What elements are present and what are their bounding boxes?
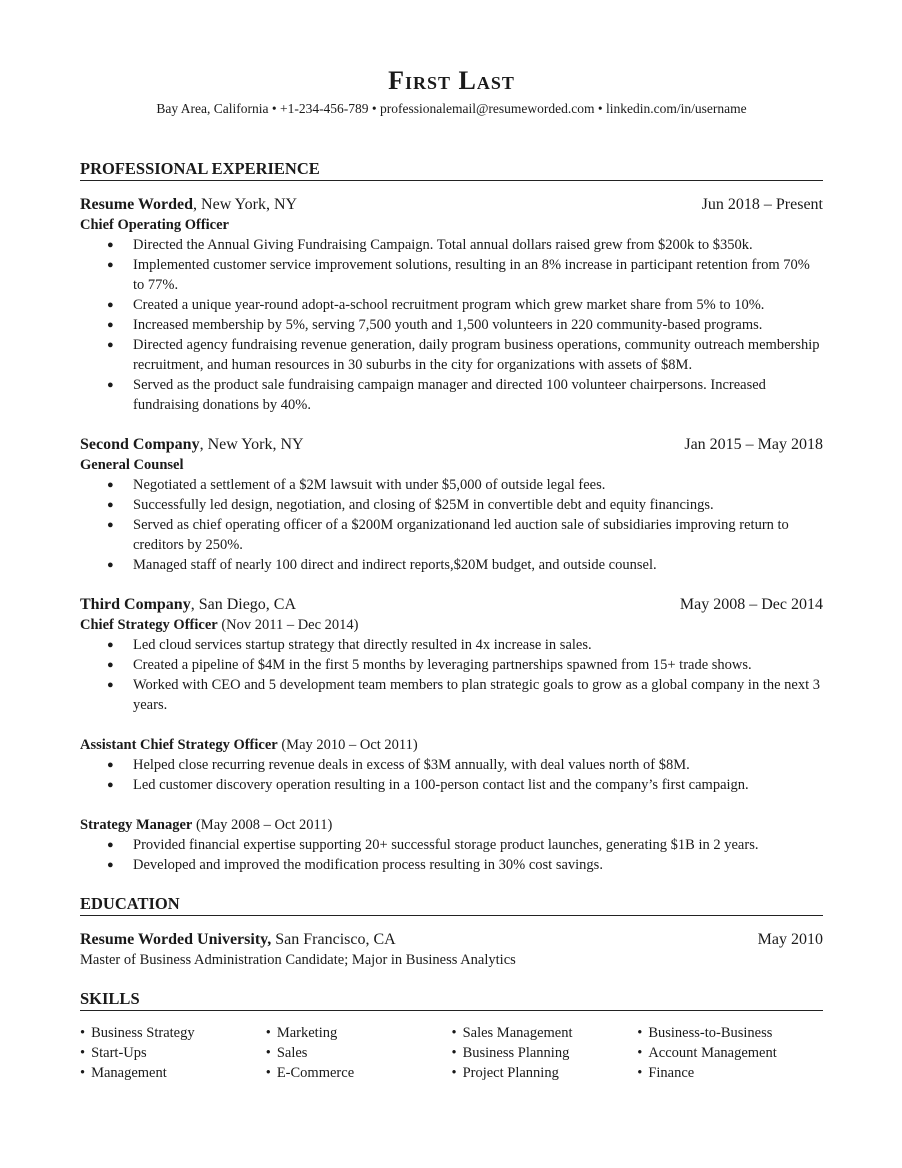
- education-header: [80, 930, 823, 950]
- skills-column: [80, 1023, 266, 1083]
- education-date: May 2010: [757, 931, 823, 948]
- section-title-education: EDUCATION: [80, 894, 823, 916]
- skill-item: • E-Commerce: [266, 1063, 452, 1083]
- skill-item: • Business Strategy: [80, 1023, 266, 1043]
- job-bullets: [80, 635, 823, 715]
- job-role: Strategy Manager (May 2008 – Oct 2011): [80, 817, 333, 833]
- list-item: ● Led customer discovery operation resulting in a 100-person contact list and the company’s first campaign.: [80, 775, 823, 795]
- list-item: ● Developed and improved the modification process resulting in 30% cost savings.: [80, 855, 823, 875]
- company-name: Third Company: [80, 596, 191, 613]
- list-item: ● Successfully led design, negotiation, and closing of $25M in convertible debt and equity financings.: [80, 495, 823, 515]
- job-dates: May 2008 – Dec 2014: [679, 596, 823, 613]
- skills-column: [266, 1023, 452, 1083]
- skill-item: • Project Planning: [452, 1063, 638, 1083]
- job-header: [80, 595, 823, 615]
- company-location: , New York, NY: [199, 436, 304, 453]
- job-dates: Jun 2018 – Present: [701, 196, 823, 213]
- list-item: ● Implemented customer service improvement solutions, resulting in an 8% increase in participant retention from 70% to 77%.: [80, 255, 823, 295]
- list-item: ● Served as the product sale fundraising campaign manager and directed 100 volunteer chairpersons. Increased fundraising donations by 40%.: [80, 375, 823, 415]
- company-name: Resume Worded: [80, 196, 194, 213]
- company-location: , San Diego, CA: [190, 596, 297, 613]
- job-header: [80, 435, 823, 455]
- skill-item: • Finance: [637, 1063, 823, 1083]
- skill-item: • Management: [80, 1063, 266, 1083]
- degree: Master of Business Administration Candidate; Major in Business Analytics: [80, 952, 516, 968]
- skills-column: [637, 1023, 823, 1083]
- job-header: [80, 195, 823, 215]
- section-title-skills: SKILLS: [80, 989, 823, 1011]
- list-item: ● Led cloud services startup strategy that directly resulted in 4x increase in sales.: [80, 635, 823, 655]
- list-item: ● Created a unique year-round adopt-a-school recruitment program which grew market share from 5% to 10%.: [80, 295, 823, 315]
- list-item: ● Directed agency fundraising revenue generation, daily program business operations, community outreach membership recruitment, and human resources in 30 suburbs in the city for organizations with assets of $8M.: [80, 335, 823, 375]
- school-name: Resume Worded University,: [80, 931, 272, 948]
- section-title-experience: PROFESSIONAL EXPERIENCE: [80, 159, 823, 181]
- list-item: ● Helped close recurring revenue deals in excess of $3M annually, with deal values north of $8M.: [80, 755, 823, 775]
- list-item: ● Created a pipeline of $4M in the first 5 months by leveraging partnerships spawned from 15+ trade shows.: [80, 655, 823, 675]
- job-role: Chief Operating Officer: [80, 217, 229, 233]
- job-role: General Counsel: [80, 457, 184, 473]
- job-role: Assistant Chief Strategy Officer (May 2010 – Oct 2011): [80, 737, 418, 753]
- list-item: ● Worked with CEO and 5 development team members to plan strategic goals to grow as a global company in the next 3 years.: [80, 675, 823, 715]
- skill-item: • Business Planning: [452, 1043, 638, 1063]
- job-bullets: [80, 475, 823, 575]
- company-name: Second Company: [80, 436, 200, 453]
- skill-item: • Sales: [266, 1043, 452, 1063]
- candidate-name: First Last: [388, 66, 515, 95]
- list-item: ● Increased membership by 5%, serving 7,500 youth and 1,500 volunteers in 220 community-based programs.: [80, 315, 823, 335]
- skills-grid: [80, 1023, 823, 1083]
- job-bullets: [80, 835, 823, 875]
- skill-item: • Business-to-Business: [637, 1023, 823, 1043]
- skill-item: • Account Management: [637, 1043, 823, 1063]
- list-item: ● Negotiated a settlement of a $2M lawsuit with under $5,000 of outside legal fees.: [80, 475, 823, 495]
- list-item: ● Directed the Annual Giving Fundraising Campaign. Total annual dollars raised grew from $200k to $350k.: [80, 235, 823, 255]
- company-location: , New York, NY: [193, 196, 298, 213]
- skill-item: • Start-Ups: [80, 1043, 266, 1063]
- list-item: ● Managed staff of nearly 100 direct and indirect reports,$20M budget, and outside counsel.: [80, 555, 823, 575]
- school-location: San Francisco, CA: [271, 931, 396, 948]
- list-item: ● Provided financial expertise supporting 20+ successful storage product launches, generating $1B in 2 years.: [80, 835, 823, 855]
- job-bullets: [80, 235, 823, 415]
- list-item: ● Served as chief operating officer of a $200M organizationand led auction sale of subsidiaries improving return to creditors by 250%.: [80, 515, 823, 555]
- job-role: Chief Strategy Officer (Nov 2011 – Dec 2014): [80, 617, 359, 633]
- skill-item: • Marketing: [266, 1023, 452, 1043]
- job-bullets: [80, 755, 823, 795]
- skills-column: [452, 1023, 638, 1083]
- skill-item: • Sales Management: [452, 1023, 638, 1043]
- job-dates: Jan 2015 – May 2018: [684, 436, 823, 453]
- contact-line: Bay Area, California • +1-234-456-789 • professionalemail@resumeworded.com • linkedin.com/in/username: [156, 101, 747, 116]
